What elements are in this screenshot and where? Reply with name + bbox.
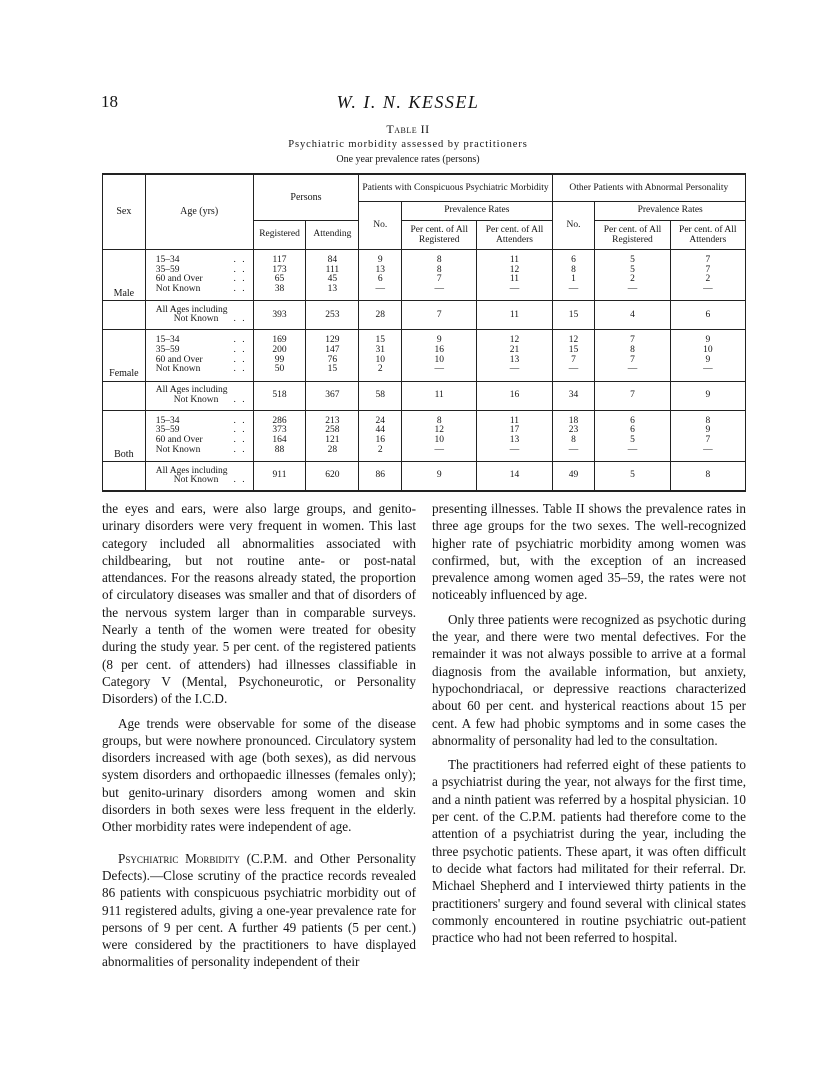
header-cpm-prevalence: Prevalence Rates — [402, 202, 553, 221]
cell-oth-att: — — [670, 365, 745, 381]
body-paragraph: presenting illnesses. Table II shows the prevalence rates in three age groups for the two sexes. The well-recognized higher rate of psychiatric morbidity among women was confirmed, but, with the exception of an increased prevalence among women aged 35–59, the rates were not noticeably influenced by age. — [432, 501, 746, 603]
total-cell-oth-reg: 7 — [595, 381, 670, 410]
cell-attending: 121 — [306, 436, 359, 446]
age-label: 60 and Over — [155, 274, 203, 285]
leader-dots: . . — [233, 394, 247, 405]
total-cell-cpm-att: 11 — [477, 301, 552, 330]
age-label: 35–59 — [155, 264, 180, 275]
cell-registered: 373 — [253, 426, 306, 436]
cell-cpm-no: 31 — [359, 346, 402, 356]
cell-oth-att: 7 — [670, 436, 745, 446]
cell-oth-att: 7 — [670, 250, 745, 266]
cell-oth-reg: 5 — [595, 436, 670, 446]
cell-attending: 15 — [306, 365, 359, 381]
total-cell-registered: 393 — [253, 301, 306, 330]
cell-cpm-att: 11 — [477, 250, 552, 266]
total-cell-registered: 518 — [253, 381, 306, 410]
leader-dots: . . — [233, 264, 247, 275]
cell-cpm-att: — — [477, 285, 552, 301]
leader-dots: . . — [233, 354, 247, 365]
cell-cpm-reg: 10 — [402, 436, 477, 446]
header-cpm-pct-attenders: Per cent. of All Attenders — [477, 221, 552, 250]
table-section-female — [103, 330, 746, 410]
cell-cpm-reg: 9 — [402, 330, 477, 346]
total-cell-attending: 620 — [306, 462, 359, 492]
cell-attending: 213 — [306, 410, 359, 426]
age-cell — [145, 410, 253, 426]
total-cell-cpm-att: 16 — [477, 381, 552, 410]
cell-oth-no: 8 — [552, 436, 595, 446]
leader-dots: . . — [233, 314, 247, 325]
leader-dots: . . — [233, 415, 247, 426]
header-cpm-group: Patients with Conspicuous Psychiatric Morbidity — [359, 174, 552, 202]
total-cell-oth-att: 6 — [670, 301, 745, 330]
cell-oth-reg: — — [595, 285, 670, 301]
section-heading: Psychiatric Morbidity — [118, 850, 240, 866]
age-cell — [145, 446, 253, 462]
cell-cpm-no: 15 — [359, 330, 402, 346]
cell-registered: 38 — [253, 285, 306, 301]
age-cell — [145, 250, 253, 266]
total-cell-oth-no: 15 — [552, 301, 595, 330]
cell-attending: 28 — [306, 446, 359, 462]
header-other-no: No. — [552, 202, 595, 250]
total-cell-cpm-no: 28 — [359, 301, 402, 330]
sex-label: Both — [103, 410, 146, 461]
section-paragraph-psychiatric-morbidity — [102, 850, 416, 971]
table-row — [103, 446, 746, 462]
cell-registered: 50 — [253, 365, 306, 381]
cell-cpm-reg: 16 — [402, 346, 477, 356]
cell-registered: 164 — [253, 436, 306, 446]
header-other-pct-registered: Per cent. of All Registered — [595, 221, 670, 250]
total-cell-oth-reg: 5 — [595, 462, 670, 492]
cell-cpm-reg: — — [402, 446, 477, 462]
header-other-pct-attenders: Per cent. of All Attenders — [670, 221, 745, 250]
cell-registered: 88 — [253, 446, 306, 462]
age-label: 15–34 — [155, 415, 180, 426]
total-label — [145, 381, 253, 410]
table-title: Psychiatric morbidity assessed by practitioners — [288, 139, 528, 150]
cell-cpm-reg: 8 — [402, 266, 477, 276]
table-total-row — [103, 301, 746, 330]
leader-dots: . . — [233, 344, 247, 355]
cell-cpm-reg: 8 — [402, 410, 477, 426]
body-paragraph: The practitioners had referred eight of these patients to a psychiatrist during the year, not always for the first time, and a ninth patient was referred by a hospital physician. 10 per cent. of the C.P.M. patients had therefore come to the attention of a psychiatrist during the year, including the three psychotic patients. These apart, it was often difficult to decide what factors had militated for their referral. Dr. Michael Shepherd and I interviewed thirty patients in the practitioners' surgery and found several with clinical states commonly encountered in routine psychiatric out-patient practice who had not been referred to hospital. — [432, 757, 746, 946]
cell-oth-no: 8 — [552, 266, 595, 276]
body-paragraph: Only three patients were recognized as psychotic during the year, and there were two mental defectives. For the remainder it was not always possible to arrive at a formal diagnosis from the available information, but anxiety, hypochondriacal, or depressive reactions characterized about 60 per cent. and hysterical reactions about 15 per cent. A few had phobic symptoms and in some cases the abnormality of personality had led to the consultation. — [432, 611, 746, 748]
running-head: W. I. N. KESSEL — [336, 92, 480, 112]
cell-attending: 111 — [306, 266, 359, 276]
cell-oth-reg: 2 — [595, 275, 670, 285]
cell-cpm-att: 12 — [477, 330, 552, 346]
right-column — [432, 500, 746, 953]
table-row — [103, 410, 746, 426]
total-sex-spacer — [103, 301, 146, 330]
age-label: 60 and Over — [155, 354, 203, 365]
leader-dots: . . — [233, 364, 247, 375]
header-age: Age (yrs) — [145, 174, 253, 250]
cell-oth-att: 10 — [670, 346, 745, 356]
left-column — [102, 500, 416, 978]
total-cell-cpm-att: 14 — [477, 462, 552, 492]
cell-oth-reg: 5 — [595, 250, 670, 266]
total-label-text: Not Known — [173, 475, 219, 486]
leader-dots: . . — [233, 475, 247, 486]
cell-cpm-no: 10 — [359, 356, 402, 366]
cell-cpm-reg: 8 — [402, 250, 477, 266]
header-attending: Attending — [306, 221, 359, 250]
cell-oth-att: 9 — [670, 330, 745, 346]
cell-registered: 200 — [253, 346, 306, 356]
cell-oth-reg: 5 — [595, 266, 670, 276]
table-label: Table II — [386, 122, 430, 136]
cell-attending: 13 — [306, 285, 359, 301]
age-label: 15–34 — [155, 335, 180, 346]
body-paragraph: Age trends were observable for some of the disease groups, but were nowhere pronounced. Circulatory system disorders increased with age (both sexes), as did nervous system disorders and orthopaedic illnesses (females only); but genito-urinary disorders among women and skin disorders in both sexes were less frequent in the elderly. Other morbidity rates were independent of age. — [102, 715, 416, 835]
cell-attending: 76 — [306, 356, 359, 366]
cell-cpm-att: 11 — [477, 410, 552, 426]
cell-cpm-att: — — [477, 365, 552, 381]
total-cell-cpm-no: 58 — [359, 381, 402, 410]
cell-cpm-no: 16 — [359, 436, 402, 446]
cell-registered: 173 — [253, 266, 306, 276]
table-total-row — [103, 381, 746, 410]
age-label: 35–59 — [155, 344, 180, 355]
cell-cpm-no: 24 — [359, 410, 402, 426]
total-sex-spacer — [103, 462, 146, 492]
total-cell-cpm-reg: 11 — [402, 381, 477, 410]
cell-attending: 84 — [306, 250, 359, 266]
body-paragraph: the eyes and ears, were also large groups, and genito-urinary disorders were very frequent in women. This last category included all abnormalities associated with childbearing, but not routine ante- or post-natal attendances. For the reasons already stated, the proportion of circulatory diseases was smaller and that of disorders of the nervous system larger than in comparable surveys. Nearly a tenth of the women were treated for obesity during the study year. 5 per cent. of the registered patients (8 per cent. of attenders) had illnesses classifiable in Category V (Mental, Psychoneurotic, or Personality Disorders) of the I.C.D. — [102, 501, 416, 707]
total-label — [145, 301, 253, 330]
cell-attending: 258 — [306, 426, 359, 436]
age-label: 60 and Over — [155, 434, 203, 445]
cell-oth-no: 15 — [552, 346, 595, 356]
cell-cpm-no: 2 — [359, 446, 402, 462]
cell-cpm-reg: — — [402, 365, 477, 381]
table-total-row — [103, 462, 746, 492]
sex-label: Female — [103, 330, 146, 381]
cell-oth-no: — — [552, 365, 595, 381]
cell-registered: 169 — [253, 330, 306, 346]
cell-cpm-att: 12 — [477, 266, 552, 276]
table-row — [103, 365, 746, 381]
cell-oth-reg: 8 — [595, 346, 670, 356]
table-row — [103, 330, 746, 346]
cell-registered: 117 — [253, 250, 306, 266]
cell-oth-att: — — [670, 285, 745, 301]
cell-cpm-att: 17 — [477, 426, 552, 436]
cell-cpm-att: 13 — [477, 356, 552, 366]
leader-dots: . . — [233, 434, 247, 445]
total-cell-attending: 253 — [306, 301, 359, 330]
age-label: 15–34 — [155, 255, 180, 265]
cell-oth-att: 8 — [670, 410, 745, 426]
cell-oth-no: 12 — [552, 330, 595, 346]
cell-attending: 129 — [306, 330, 359, 346]
table-row — [103, 285, 746, 301]
cell-oth-no: 23 — [552, 426, 595, 436]
cell-oth-no: 1 — [552, 275, 595, 285]
total-cell-cpm-reg: 9 — [402, 462, 477, 492]
total-label-line: All Ages including — [155, 304, 228, 315]
cell-registered: 286 — [253, 410, 306, 426]
total-cell-oth-att: 9 — [670, 381, 745, 410]
header-persons: Persons — [253, 174, 359, 221]
cell-oth-att: 9 — [670, 426, 745, 436]
cell-oth-no: 7 — [552, 356, 595, 366]
total-label-text: Not Known — [173, 314, 219, 325]
cell-oth-reg: 6 — [595, 426, 670, 436]
cell-cpm-no: 44 — [359, 426, 402, 436]
cell-oth-reg: 6 — [595, 410, 670, 426]
age-label: Not Known — [155, 283, 201, 294]
total-cell-registered: 911 — [253, 462, 306, 492]
cell-oth-no: 18 — [552, 410, 595, 426]
page-number: 18 — [101, 92, 118, 111]
age-cell — [145, 365, 253, 381]
cell-oth-att: 7 — [670, 266, 745, 276]
total-cell-oth-no: 34 — [552, 381, 595, 410]
table-section-both — [103, 410, 746, 491]
cell-cpm-reg: 10 — [402, 356, 477, 366]
cell-oth-no: — — [552, 446, 595, 462]
header-other-group: Other Patients with Abnormal Personality — [552, 174, 745, 202]
total-label-line — [156, 476, 251, 486]
table-subtitle: One year prevalence rates (persons) — [336, 154, 480, 165]
total-cell-oth-no: 49 — [552, 462, 595, 492]
total-cell-oth-att: 8 — [670, 462, 745, 492]
age-cell — [145, 285, 253, 301]
leader-dots: . . — [233, 274, 247, 285]
total-label — [145, 462, 253, 492]
cell-attending: 45 — [306, 275, 359, 285]
cell-oth-att: — — [670, 446, 745, 462]
cell-oth-reg: — — [595, 365, 670, 381]
total-label-line: All Ages including — [155, 465, 228, 476]
cell-cpm-no: 9 — [359, 250, 402, 266]
leader-dots: . . — [233, 425, 247, 436]
age-cell — [145, 330, 253, 346]
cell-oth-reg: 7 — [595, 356, 670, 366]
leader-dots: . . — [233, 255, 247, 265]
header-cpm-pct-registered: Per cent. of All Registered — [402, 221, 477, 250]
age-label: 35–59 — [155, 425, 180, 436]
total-cell-attending: 367 — [306, 381, 359, 410]
cell-oth-reg: — — [595, 446, 670, 462]
leader-dots: . . — [233, 444, 247, 455]
cell-registered: 65 — [253, 275, 306, 285]
cell-registered: 99 — [253, 356, 306, 366]
cell-cpm-reg: 7 — [402, 275, 477, 285]
total-label-text: Not Known — [173, 394, 219, 405]
total-label-line — [156, 396, 251, 406]
total-sex-spacer — [103, 381, 146, 410]
total-cell-cpm-reg: 7 — [402, 301, 477, 330]
age-label: Not Known — [155, 364, 201, 375]
cell-attending: 147 — [306, 346, 359, 356]
cell-cpm-att: — — [477, 446, 552, 462]
cell-cpm-no: 6 — [359, 275, 402, 285]
age-label: Not Known — [155, 444, 201, 455]
cell-cpm-att: 21 — [477, 346, 552, 356]
cell-cpm-att: 11 — [477, 275, 552, 285]
cell-oth-no: 6 — [552, 250, 595, 266]
cell-oth-no: — — [552, 285, 595, 301]
sex-label: Male — [103, 250, 146, 301]
cell-cpm-att: 13 — [477, 436, 552, 446]
cell-cpm-reg: 12 — [402, 426, 477, 436]
section-text: (C.P.M. and Other Personality Defects).—Close scrutiny of the practice records revealed 86 patients with conspicuous psychiatric morbidity out of 911 registered adults, giving a one-year prevalence rate for persons of 9 per cent. A further 49 patients (5 per cent.) were considered by the practitioners to have displayed abnormalities of personality independent of their — [102, 850, 416, 970]
morbidity-table — [102, 173, 746, 492]
cell-cpm-no: 2 — [359, 365, 402, 381]
cell-oth-att: 2 — [670, 275, 745, 285]
cell-cpm-no: — — [359, 285, 402, 301]
total-cell-cpm-no: 86 — [359, 462, 402, 492]
total-cell-oth-reg: 4 — [595, 301, 670, 330]
leader-dots: . . — [233, 283, 247, 294]
cell-oth-att: 9 — [670, 356, 745, 366]
total-label-line — [156, 315, 251, 325]
total-label-line: All Ages including — [155, 385, 228, 396]
header-sex: Sex — [103, 174, 146, 250]
leader-dots: . . — [233, 335, 247, 346]
cell-cpm-reg: — — [402, 285, 477, 301]
table-row — [103, 250, 746, 266]
header-cpm-no: No. — [359, 202, 402, 250]
header-other-prevalence: Prevalence Rates — [595, 202, 746, 221]
cell-cpm-no: 13 — [359, 266, 402, 276]
header-registered: Registered — [253, 221, 306, 250]
table-section-male — [103, 250, 746, 330]
cell-oth-reg: 7 — [595, 330, 670, 346]
